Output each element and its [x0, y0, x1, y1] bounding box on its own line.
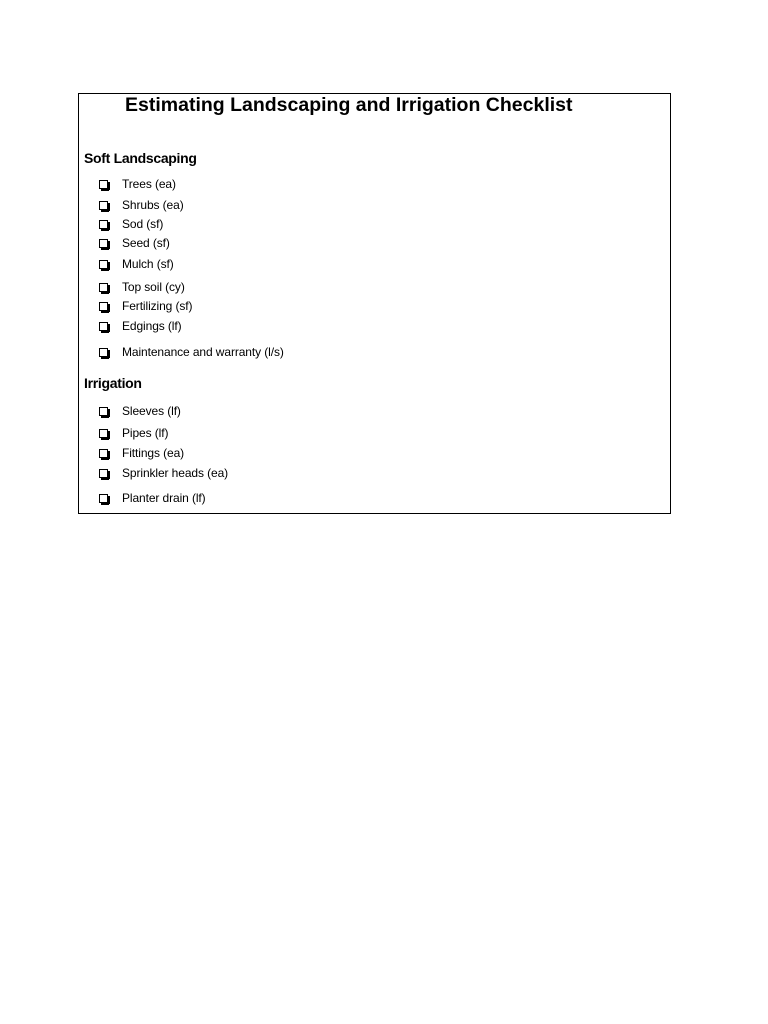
checkbox-icon[interactable] — [99, 348, 108, 357]
checklist-item[interactable] — [99, 279, 185, 295]
checklist-item[interactable] — [99, 344, 284, 360]
checklist-item-label: Fertilizing (sf) — [122, 299, 193, 313]
checklist-item-label: Pipes (lf) — [122, 426, 169, 440]
checkbox-icon[interactable] — [99, 302, 108, 311]
checkbox-icon[interactable] — [99, 180, 108, 189]
checkbox-icon[interactable] — [99, 322, 108, 331]
checklist-item[interactable] — [99, 318, 182, 334]
checklist-item-label: Fittings (ea) — [122, 446, 185, 460]
checklist-document — [78, 93, 671, 514]
section-heading-irrigation: Irrigation — [84, 375, 142, 391]
checkbox-icon[interactable] — [99, 449, 108, 458]
checklist-item-label: Sod (sf) — [122, 217, 164, 231]
checkbox-icon[interactable] — [99, 201, 108, 210]
checklist-item-label: Shrubs (ea) — [122, 198, 184, 212]
checkbox-icon[interactable] — [99, 407, 108, 416]
checkbox-icon[interactable] — [99, 283, 108, 292]
checkbox-icon[interactable] — [99, 239, 108, 248]
checklist-item-label: Sprinkler heads (ea) — [122, 466, 229, 480]
checklist-item-label: Edgings (lf) — [122, 319, 182, 333]
checklist-item[interactable] — [99, 403, 181, 419]
checklist-item-label: Trees (ea) — [122, 177, 176, 191]
checklist-item-label: Planter drain (lf) — [122, 491, 206, 505]
checklist-item[interactable] — [99, 256, 174, 272]
checkbox-icon[interactable] — [99, 260, 108, 269]
section-heading-soft-landscaping: Soft Landscaping — [84, 150, 197, 166]
checklist-item[interactable] — [99, 490, 206, 506]
checklist-item[interactable] — [99, 465, 228, 481]
checkbox-icon[interactable] — [99, 220, 108, 229]
checklist-item-label: Top soil (cy) — [122, 280, 185, 294]
checkbox-icon[interactable] — [99, 469, 108, 478]
checklist-item[interactable] — [99, 197, 184, 213]
checklist-item[interactable] — [99, 445, 184, 461]
checklist-title: Estimating Landscaping and Irrigation Checklist — [125, 94, 573, 116]
checklist-item-label: Seed (sf) — [122, 236, 170, 250]
checklist-item-label: Sleeves (lf) — [122, 404, 181, 418]
checkbox-icon[interactable] — [99, 494, 108, 503]
checklist-item-label: Maintenance and warranty (l/s) — [122, 345, 284, 359]
checklist-item[interactable] — [99, 176, 176, 192]
checkbox-icon[interactable] — [99, 429, 108, 438]
checklist-item[interactable] — [99, 425, 168, 441]
checklist-item[interactable] — [99, 235, 170, 251]
checklist-item[interactable] — [99, 298, 192, 314]
checklist-item[interactable] — [99, 216, 163, 232]
checklist-item-label: Mulch (sf) — [122, 257, 174, 271]
